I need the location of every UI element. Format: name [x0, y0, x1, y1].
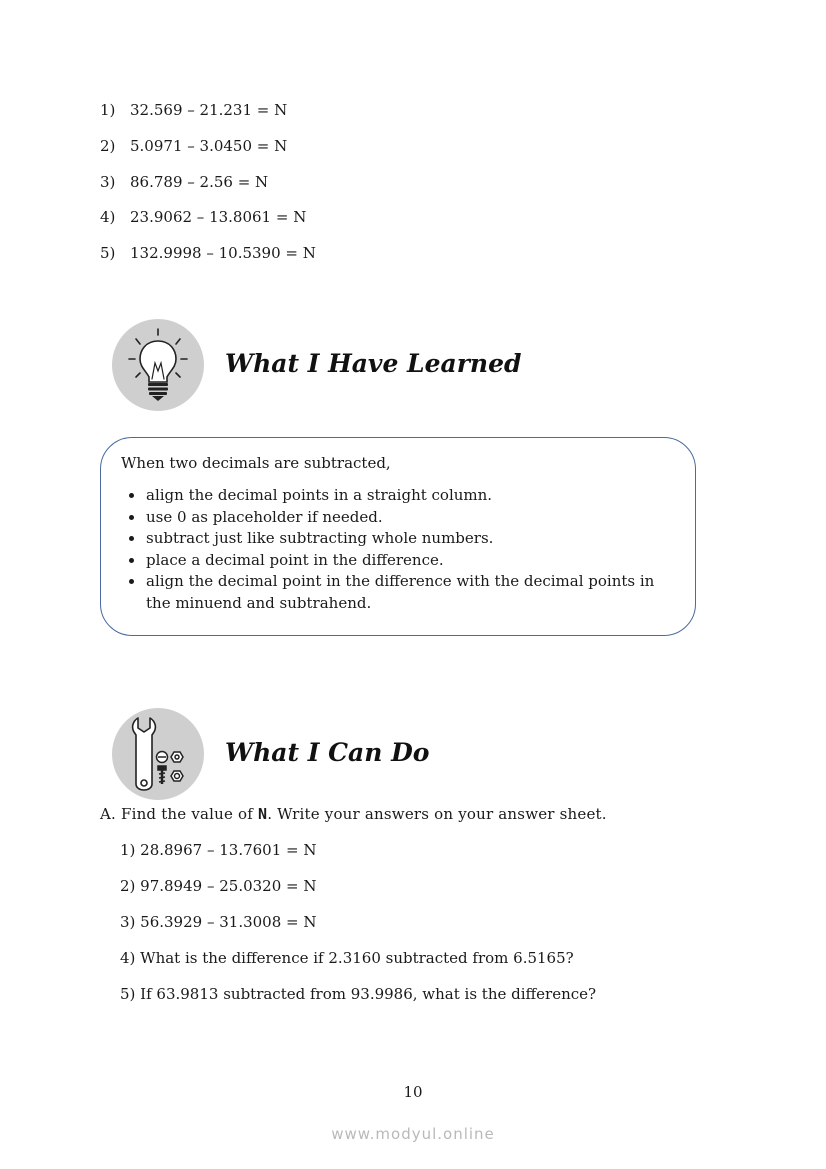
- learned-bullet: subtract just like subtracting whole numbers.: [127, 528, 682, 550]
- learned-bullet: align the decimal point in the difference with the decimal points in the minuend and subtrahend.: [127, 571, 682, 614]
- learned-summary-box: [100, 437, 696, 636]
- task-item: 2) 97.8949 – 25.0320 = N: [120, 877, 317, 895]
- exercise-item-text: 86.789 – 2.56 = N: [130, 173, 269, 191]
- exercise-item-number: 1): [100, 101, 116, 119]
- exercise-item: [100, 244, 316, 262]
- exercise-item-text: 32.569 – 21.231 = N: [130, 101, 288, 119]
- watermark-text: www.modyul.online: [331, 1125, 495, 1143]
- section-title-learned: What I Have Learned: [225, 349, 522, 378]
- exercise-item-text: 132.9998 – 10.5390 = N: [130, 244, 316, 262]
- exercise-item: [100, 173, 268, 191]
- wrench-tools-icon: [112, 708, 204, 800]
- instruction-variable: N: [258, 805, 268, 823]
- exercise-item-number: 5): [100, 244, 116, 262]
- page-number: 10: [403, 1083, 423, 1101]
- task-item: 3) 56.3929 – 31.3008 = N: [120, 913, 317, 931]
- instruction-suffix: . Write your answers on your answer sheet.: [267, 805, 607, 823]
- learned-bullet-list: [127, 485, 682, 614]
- task-item: 5) If 63.9813 subtracted from 93.9986, what is the difference?: [120, 985, 597, 1003]
- exercise-item-number: 3): [100, 173, 116, 191]
- learned-bullet: align the decimal points in a straight column.: [127, 485, 682, 507]
- task-item: 1) 28.8967 – 13.7601 = N: [120, 841, 317, 859]
- exercise-item-text: 5.0971 – 3.0450 = N: [130, 137, 288, 155]
- section-title-can-do: What I Can Do: [225, 738, 430, 767]
- lightbulb-icon: [112, 319, 204, 411]
- task-instruction: [100, 805, 607, 823]
- exercise-item-text: 23.9062 – 13.8061 = N: [130, 208, 307, 226]
- exercise-item: [100, 101, 287, 119]
- learned-bullet: place a decimal point in the difference.: [127, 550, 682, 572]
- learned-intro: When two decimals are subtracted,: [121, 454, 391, 472]
- instruction-prefix: A. Find the value of: [100, 805, 259, 823]
- exercise-item: [100, 208, 306, 226]
- learned-bullet: use 0 as placeholder if needed.: [127, 507, 682, 529]
- exercise-item: [100, 137, 287, 155]
- exercise-item-number: 4): [100, 208, 116, 226]
- task-item: 4) What is the difference if 2.3160 subtracted from 6.5165?: [120, 949, 574, 967]
- exercise-item-number: 2): [100, 137, 116, 155]
